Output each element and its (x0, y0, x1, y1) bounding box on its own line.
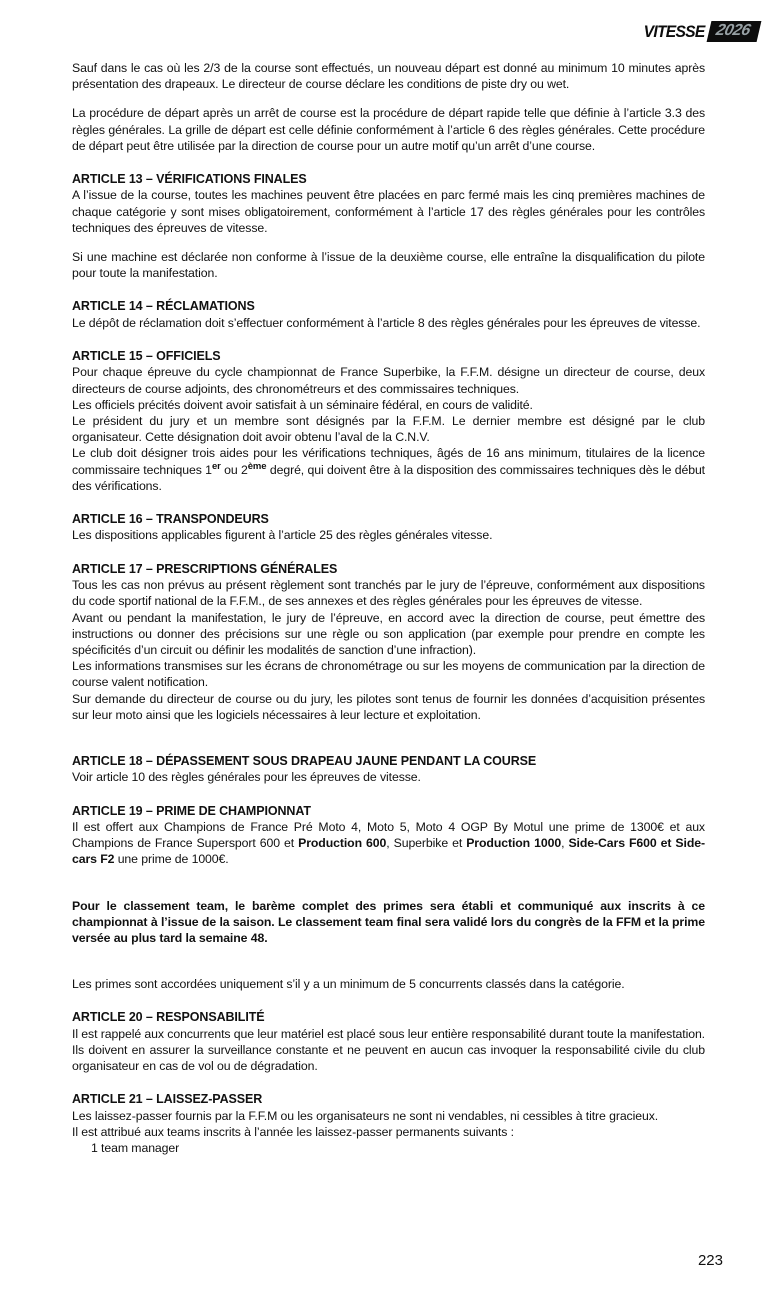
paragraph (72, 819, 705, 868)
text-run: , (561, 836, 569, 851)
article-heading (72, 1009, 705, 1025)
paragraph (72, 577, 705, 609)
text-run: Il est rappelé aux concurrents que leur matériel est placé sous leur entière responsabilité durant toute la manifestation. Ils doivent en assurer la surveillance constante et ne peuvent en aucun cas invoquer la responsabilité civile du club organisateur en cas de vol ou de dégradation. (72, 1026, 705, 1074)
paragraph (72, 105, 705, 154)
paragraph (72, 187, 705, 236)
text-run: La procédure de départ après un arrêt de course est la procédure de départ rapide telle que définie à l’article 3.3 des règles générales. La grille de départ est celle définie conformément à l’article 6 des règles générales. Cette procédure de départ peut être utilisée par la direction de course pour un autre motif qu’un arrêt d’une course. (72, 106, 705, 153)
text-run: ARTICLE 18 – DÉPASSEMENT SOUS DRAPEAU JAUNE PENDANT LA COURSE (72, 753, 537, 768)
paragraph (72, 315, 705, 331)
text-run: A l’issue de la course, toutes les machines peuvent être placées en parc fermé mais les cinq premières machines de chaque catégorie y sont mises obligatoirement, conformément à l’article 17 des règles générales pour les contrôles techniques des épreuves de vitesse. (72, 188, 705, 235)
text-run: ARTICLE 16 – TRANSPONDEURS (72, 512, 269, 527)
article-heading (72, 298, 705, 314)
superscript-text: ème (247, 460, 267, 472)
paragraph (72, 397, 705, 413)
text-run: une prime de 1000€. (114, 852, 229, 867)
article-heading (72, 561, 705, 577)
article-heading (72, 171, 705, 187)
paragraph (72, 691, 705, 723)
text-run: Les informations transmises sur les écrans de chronométrage ou sur les moyens de communication par la direction de course valent notification. (72, 659, 705, 690)
text-run: Tous les cas non prévus au présent règlement sont tranchés par le jury de l’épreuve, conformément aux dispositions du code sportif national de la F.F.M., de ses annexes et des règles générales pour les épreuves de vitesse. (72, 578, 705, 609)
page-number: 223 (697, 1252, 723, 1269)
vitesse-2026-logo (641, 21, 762, 42)
document-body (72, 60, 705, 1156)
text-run: ARTICLE 15 – OFFICIELS (72, 349, 221, 364)
paragraph (72, 769, 705, 785)
paragraph (72, 1026, 705, 1075)
paragraph (72, 1124, 705, 1140)
paragraph (72, 898, 705, 947)
text-run: Pour le classement team, le barème complet des primes sera établi et communiqué aux inscrits à ce championnat à l’issue de la saison. Le classement team final sera validé lors du congrès de la FFM et la prime versée au plus tard la semaine 48. (72, 898, 705, 945)
text-run: ARTICLE 19 – PRIME DE CHAMPIONNAT (72, 803, 311, 818)
text-run: , Superbike et (386, 836, 467, 851)
text-run: Sur demande du directeur de course ou du jury, les pilotes sont tenus de fournir les données d’acquisition présentes sur leur moto ainsi que les logiciels nécessaires à leur lecture et exploitation. (72, 691, 705, 722)
article-heading (72, 803, 705, 819)
text-run: Si une machine est déclarée non conforme à l’issue de la deuxième course, elle entraîne la disqualification du pilote pour toute la manifestation. (72, 250, 705, 281)
text-run: ARTICLE 14 – RÉCLAMATIONS (72, 299, 255, 314)
text-run: ARTICLE 21 – LAISSEZ-PASSER (72, 1092, 263, 1107)
article-heading (72, 511, 705, 527)
text-run: Production 1000 (466, 836, 562, 851)
text-run: ARTICLE 20 – RESPONSABILITÉ (72, 1010, 265, 1025)
article-heading (72, 348, 705, 364)
text-run: Side-Cars F600 et Side-cars F2 (72, 836, 705, 867)
paragraph (72, 610, 705, 659)
text-run: Le dépôt de réclamation doit s’effectuer conformément à l’article 8 des règles générales pour les épreuves de vitesse. (72, 315, 701, 330)
paragraph (72, 1108, 705, 1124)
text-run: Les dispositions applicables figurent à l’article 25 des règles générales vitesse. (72, 528, 493, 543)
logo-year-text: 2026 (714, 22, 753, 39)
article-heading (72, 1091, 705, 1107)
text-run: Avant ou pendant la manifestation, le jury de l’épreuve, en accord avec la direction de course, peut émettre des instructions ou donner des précisions sur une règle ou son application (par exemple pour prendre en compte les spécificités d’un circuit ou définir les modalités de sanction d’une infraction). (72, 610, 705, 657)
logo-year-badge (707, 21, 761, 42)
article-heading (72, 753, 705, 769)
text-run: 1 team manager (91, 1141, 180, 1156)
superscript-text: er (211, 460, 221, 472)
text-run: degré, qui doivent être à la disposition des commissaires techniques dès le début des vérifications. (72, 462, 705, 493)
text-run: Production 600 (298, 836, 387, 851)
text-run: Le club doit désigner trois aides pour les vérifications techniques, âgés de 16 ans minimum, titulaires de la licence commissaire techniques 1 (72, 446, 705, 477)
paragraph (72, 249, 705, 281)
text-run: ou 2 (220, 462, 248, 477)
paragraph (72, 364, 705, 396)
text-run: Les officiels précités doivent avoir satisfait à un séminaire fédéral, en cours de validité. (72, 397, 533, 412)
text-run: Il est offert aux Champions de France Pré Moto 4, Moto 5, Moto 4 OGP By Motul une prime de 1300€ et aux Champions de France Supersport 600 et (72, 819, 705, 851)
paragraph (72, 976, 705, 992)
paragraph (72, 445, 705, 494)
text-run: ARTICLE 17 – PRESCRIPTIONS GÉNÉRALES (72, 561, 338, 576)
text-run: Voir article 10 des règles générales pour les épreuves de vitesse. (72, 770, 421, 785)
paragraph (72, 413, 705, 445)
text-run: Les laissez-passer fournis par la F.F.M ou les organisateurs ne sont ni vendables, ni cessibles à titre gracieux. (72, 1108, 659, 1123)
text-run: Les primes sont accordées uniquement s’il y a un minimum de 5 concurrents classés dans la catégorie. (72, 977, 625, 992)
logo-vitesse-text: VITESSE (643, 22, 705, 41)
text-run: Il est attribué aux teams inscrits à l’année les laissez-passer permanents suivants : (72, 1124, 514, 1139)
text-run: Sauf dans le cas où les 2/3 de la course sont effectués, un nouveau départ est donné au minimum 10 minutes après présentation des drapeaux. Le directeur de course déclare les conditions de piste dry ou wet. (72, 61, 705, 92)
text-run: Le président du jury et un membre sont désignés par la F.F.M. Le dernier membre est désigné par le club organisateur. Cette désignation doit avoir obtenu l’aval de la C.N.V. (72, 414, 705, 445)
text-run: Pour chaque épreuve du cycle championnat de France Superbike, la F.F.M. désigne un directeur de course, deux directeurs de course adjoints, des chronométreurs et des commissaires techniques. (72, 365, 705, 396)
paragraph (72, 1140, 705, 1156)
paragraph (72, 527, 705, 543)
paragraph (72, 60, 705, 92)
text-run: ARTICLE 13 – VÉRIFICATIONS FINALES (72, 172, 307, 187)
paragraph (72, 658, 705, 690)
